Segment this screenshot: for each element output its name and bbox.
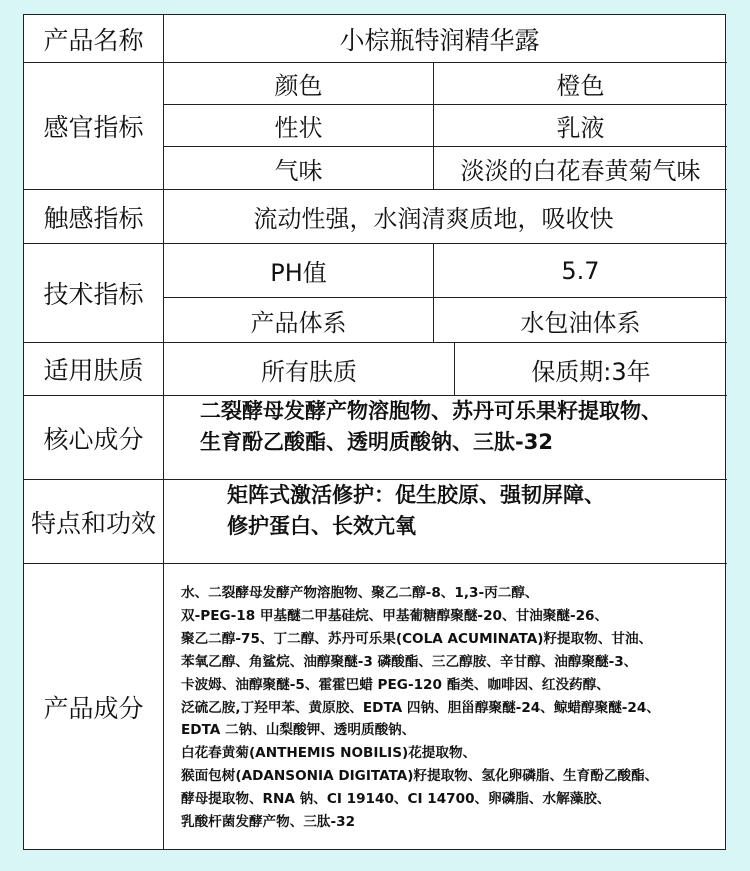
- ingredient-line: 白花春黄菊(ANTHEMIS NOBILIS)花提取物、: [181, 745, 477, 762]
- sensory-label: 感官指标: [43, 113, 144, 142]
- core-label: 核心成分: [43, 424, 144, 454]
- ingredient-line: 水、二裂酵母发酵产物溶胞物、聚乙二醇-8、1,3-丙二醇、: [181, 585, 539, 601]
- touch-value: 流动性强，水润清爽质地，吸收快: [253, 205, 614, 233]
- product-spec-table: [23, 14, 726, 850]
- ingredients-list: [181, 582, 723, 846]
- ingredient-line: 卡波姆、油醇聚醚-5、霍霍巴蜡 PEG-120 酯类、咖啡因、红没药醇、: [181, 676, 610, 693]
- system-value: 水包油体系: [520, 308, 641, 337]
- color-label: 颜色: [274, 72, 323, 100]
- feature-description: [227, 480, 722, 563]
- product-name-value: 小棕瓶特润精华露: [339, 25, 540, 55]
- ph-value: 5.7: [561, 256, 600, 285]
- odor-value: 淡淡的白花春黄菊气味: [460, 156, 701, 185]
- ingredient-line: 苯氧乙醇、角鲨烷、油醇聚醚-3 磷酸酯、三乙醇胺、辛甘醇、油醇聚醚-3、: [181, 653, 638, 670]
- texture-label: 性状: [274, 114, 323, 142]
- feature-label: 特点和功效: [30, 508, 156, 538]
- skin-label: 适用肤质: [43, 356, 144, 385]
- ph-label: PH值: [270, 259, 327, 287]
- texture-value: 乳液: [556, 114, 605, 142]
- feature-line: 修护蛋白、长效亢氧: [227, 514, 416, 538]
- ingredient-line: EDTA 二钠、山梨酸钾、透明质酸钠、: [181, 722, 416, 739]
- core-ingredients: [200, 396, 720, 479]
- ingredient-line: 聚乙二醇-75、丁二醇、苏丹可乐果(COLA ACUMINATA)籽提取物、甘油、: [181, 630, 653, 647]
- odor-label: 气味: [274, 156, 323, 185]
- product-name-label: 产品名称: [43, 25, 144, 55]
- color-value: 橙色: [556, 72, 605, 100]
- ingredients-label: 产品成分: [43, 694, 144, 723]
- core-line: 二裂酵母发酵产物溶胞物、苏丹可乐果籽提取物、: [200, 399, 662, 423]
- core-line: 生育酚乙酸酯、透明质酸钠、三肽-32: [200, 430, 553, 454]
- ingredient-line: 双-PEG-18 甲基醚二甲基硅烷、甲基葡糖醇聚醚-20、甘油聚醚-26、: [181, 607, 609, 624]
- tech-label: 技术指标: [43, 280, 144, 309]
- ingredient-line: 乳酸杆菌发酵产物、三肽-32: [181, 814, 356, 831]
- touch-label: 触感指标: [43, 203, 144, 233]
- skin-value: 所有肤质: [261, 357, 357, 386]
- system-label: 产品体系: [250, 308, 347, 337]
- shelf-life-value: 保质期:3年: [531, 357, 651, 386]
- feature-line: 矩阵式激活修护：促生胶原、强韧屏障、: [227, 483, 605, 507]
- ingredient-line: 泛硫乙胺,丁羟甲苯、黄原胶、EDTA 四钠、胆甾醇聚醚-24、鲸蜡醇聚醚-24、: [181, 699, 660, 716]
- ingredient-line: 猴面包树(ADANSONIA DIGITATA)籽提取物、氢化卵磷脂、生育酚乙酸酯、: [181, 768, 659, 785]
- ingredient-line: 酵母提取物、RNA 钠、CI 19140、CI 14700、卵磷脂、水解藻胶、: [181, 791, 611, 808]
